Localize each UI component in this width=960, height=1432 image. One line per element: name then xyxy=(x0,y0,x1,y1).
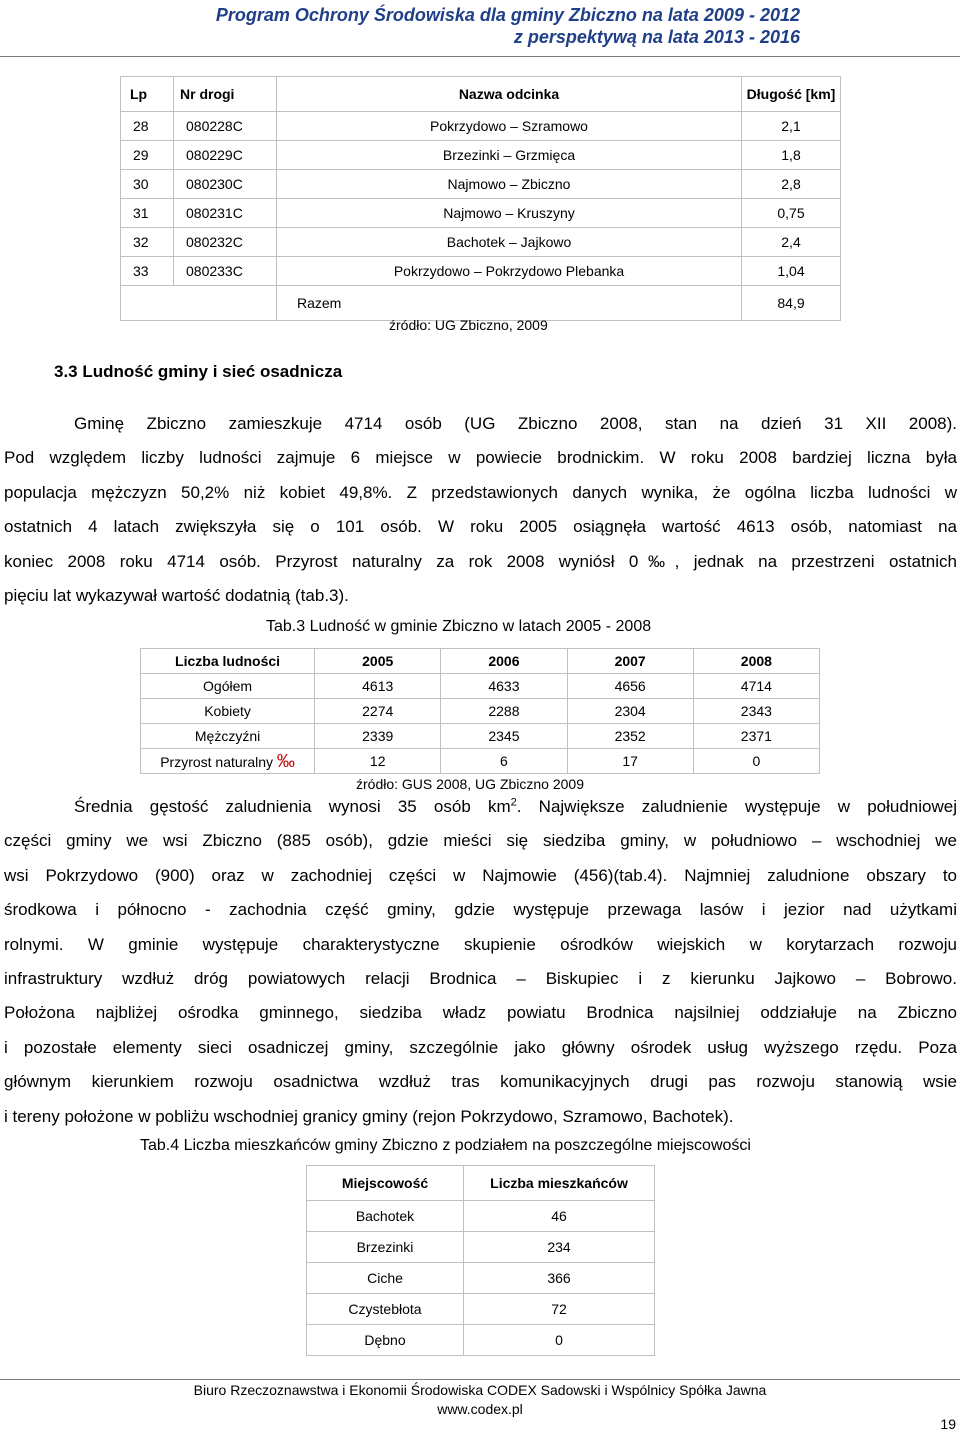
villages-cell-locality: Dębno xyxy=(307,1325,464,1356)
paragraph-line: ostatnich 4 latach zwiększyła się o 101 osób. W roku 2005 osiągnęła wartość 4613 osób, natomiast na xyxy=(4,517,957,537)
table-row xyxy=(307,1232,655,1263)
table-row xyxy=(141,699,820,724)
roads-cell-lp: 28 xyxy=(121,112,174,141)
population-row-label xyxy=(141,749,315,774)
villages-cell-inhabitants: 72 xyxy=(464,1294,655,1325)
roads-cell-number: 080228C xyxy=(174,112,277,141)
roads-cell-number: 080231C xyxy=(174,199,277,228)
roads-cell-name: Najmowo – Kruszyny xyxy=(277,199,742,228)
paragraph-line: i pozostałe elementy sieci osadniczej gminy, szczególnie jako główny ośrodek usług wyższego rzędu. Poza xyxy=(4,1037,957,1057)
paragraph-line: części gminy we wsi Zbiczno (885 osób), gdzie mieści się siedziba gminy, w południowo – wschodniej we xyxy=(4,831,957,851)
villages-cell-locality: Czystebłota xyxy=(307,1294,464,1325)
population-header-row xyxy=(141,649,820,674)
paragraph-line: pięciu lat wykazywał wartość dodatnią (tab.3). xyxy=(4,585,349,605)
table-row xyxy=(141,749,820,774)
population-header-year: 2008 xyxy=(693,649,819,674)
population-cell: 6 xyxy=(441,749,567,774)
roads-total-value: 84,9 xyxy=(742,286,841,321)
permil-symbol: ‰ xyxy=(276,750,295,771)
roads-cell-length: 0,75 xyxy=(742,199,841,228)
paragraph-density xyxy=(4,790,957,1134)
table-row xyxy=(121,199,841,228)
roads-cell-number: 080230C xyxy=(174,170,277,199)
roads-header-length: Długość [km] xyxy=(742,77,841,112)
population-row-label: Kobiety xyxy=(141,699,315,724)
roads-cell-number: 080232C xyxy=(174,228,277,257)
population-header-year: 2006 xyxy=(441,649,567,674)
density-text-b: . Największe zaludnienie występuje w południowej xyxy=(516,797,958,816)
paragraph-line: Pod względem liczby ludności zajmuje 6 miejsce w powiecie brodnickim. W roku 2008 bardziej liczna była xyxy=(4,448,957,468)
population-cell: 4633 xyxy=(441,674,567,699)
villages-cell-locality: Bachotek xyxy=(307,1201,464,1232)
table-row xyxy=(121,257,841,286)
population-cell: 4613 xyxy=(315,674,441,699)
population-cell: 2339 xyxy=(315,724,441,749)
roads-table-source: źródło: UG Zbiczno, 2009 xyxy=(389,317,548,333)
paragraph-line: rolnymi. W gminie występuje charakterystyczne skupienie ośrodków wiejskich w korytarzach rozwoju xyxy=(4,934,957,954)
villages-cell-inhabitants: 234 xyxy=(464,1232,655,1263)
roads-cell-length: 1,8 xyxy=(742,141,841,170)
roads-cell-length: 2,4 xyxy=(742,228,841,257)
section-heading: 3.3 Ludność gminy i sieć osadnicza xyxy=(54,362,343,381)
population-cell: 2345 xyxy=(441,724,567,749)
villages-header-row xyxy=(307,1166,655,1201)
paragraph-line: środkowa i północno - zachodnia część gminy, gdzie występuje przewaga lasów i jezior nad użytkami xyxy=(4,900,957,920)
population-cell: 2343 xyxy=(693,699,819,724)
roads-cell-lp: 30 xyxy=(121,170,174,199)
roads-cell-name: Najmowo – Zbiczno xyxy=(277,170,742,199)
footer-divider xyxy=(0,1379,960,1380)
roads-table xyxy=(120,76,841,321)
footer-company: Biuro Rzeczoznawstwa i Ekonomii Środowiska CODEX Sadowski i Wspólnicy Spółka Jawna xyxy=(193,1382,767,1398)
population-cell: 17 xyxy=(567,749,693,774)
population-table xyxy=(140,648,820,774)
table3-source: źródło: GUS 2008, UG Zbiczno 2009 xyxy=(356,776,585,792)
roads-total-empty xyxy=(121,286,277,321)
table-row xyxy=(307,1294,655,1325)
population-cell: 4656 xyxy=(567,674,693,699)
population-cell: 12 xyxy=(315,749,441,774)
roads-cell-name: Bachotek – Jajkowo xyxy=(277,228,742,257)
villages-table xyxy=(306,1165,655,1356)
roads-cell-name: Brzezinki – Grzmięca xyxy=(277,141,742,170)
villages-cell-inhabitants: 46 xyxy=(464,1201,655,1232)
roads-header-number: Nr drogi xyxy=(174,77,277,112)
population-cell: 2352 xyxy=(567,724,693,749)
villages-cell-locality: Brzezinki xyxy=(307,1232,464,1263)
roads-table-header-row xyxy=(121,77,841,112)
roads-cell-length: 1,04 xyxy=(742,257,841,286)
table-row xyxy=(141,724,820,749)
paragraph-line: głównym kierunkiem rozwoju osadnictwa wzdłuż tras komunikacyjnych drugi pas rozwoju stanowią wsie xyxy=(4,1072,957,1092)
roads-cell-number: 080229C xyxy=(174,141,277,170)
villages-cell-inhabitants: 366 xyxy=(464,1263,655,1294)
population-row-label: Mężczyźni xyxy=(141,724,315,749)
population-cell: 4714 xyxy=(693,674,819,699)
header-title-line1: Program Ochrony Środowiska dla gminy Zbiczno na lata 2009 - 2012 xyxy=(215,5,800,25)
villages-cell-locality: Ciche xyxy=(307,1263,464,1294)
roads-cell-lp: 33 xyxy=(121,257,174,286)
roads-cell-lp: 32 xyxy=(121,228,174,257)
villages-header-locality: Miejscowość xyxy=(307,1166,464,1201)
population-header-label: Liczba ludności xyxy=(141,649,315,674)
page-footer xyxy=(0,1381,960,1419)
paragraph-line: Gminę Zbiczno zamieszkuje 4714 osób (UG Zbiczno 2008, stan na dzień 31 XII 2008). xyxy=(74,414,957,433)
density-superscript: 2 xyxy=(510,796,517,809)
roads-cell-length: 2,8 xyxy=(742,170,841,199)
population-cell: 2288 xyxy=(441,699,567,724)
table-row xyxy=(307,1263,655,1294)
density-text-a: Średnia gęstość zaludnienia wynosi 35 osób km xyxy=(74,797,511,816)
table-row xyxy=(307,1325,655,1356)
natural-growth-label: Przyrost naturalny xyxy=(160,753,274,770)
table4-caption: Tab.4 Liczba mieszkańców gminy Zbiczno z podziałem na poszczególne miejscowości xyxy=(140,1137,751,1154)
footer-website: www.codex.pl xyxy=(437,1401,523,1417)
roads-cell-length: 2,1 xyxy=(742,112,841,141)
paragraph-line: wsi Pokrzydowo (900) oraz w zachodniej części w Najmowie (456)(tab.4). Najmniej zaludnione obszary to xyxy=(4,865,957,885)
roads-total-label: Razem xyxy=(277,286,742,321)
table-row xyxy=(141,674,820,699)
roads-cell-lp: 29 xyxy=(121,141,174,170)
paragraph-line: infrastruktury wzdłuż dróg powiatowych relacji Brodnica – Biskupiec i z kierunku Jajkowo – Bobrowo. xyxy=(4,968,957,988)
table-row xyxy=(121,141,841,170)
table3-caption: Tab.3 Ludność w gminie Zbiczno w latach 2005 - 2008 xyxy=(266,618,652,635)
paragraph-line: Położona najbliżej ośrodka gminnego, siedziba władz powiatu Brodnica najsilniej oddziałuje na Zbiczno xyxy=(4,1003,957,1023)
population-cell: 2371 xyxy=(693,724,819,749)
population-row-label: Ogółem xyxy=(141,674,315,699)
paragraph-line: i tereny położone w pobliżu wschodniej granicy gminy (rejon Pokrzydowo, Szramowo, Bachotek). xyxy=(4,1106,734,1126)
header-divider xyxy=(0,56,960,57)
roads-header-lp: Lp xyxy=(121,77,174,112)
header-title-line2: z perspektywą na lata 2013 - 2016 xyxy=(513,27,800,47)
population-cell: 2304 xyxy=(567,699,693,724)
roads-total-row xyxy=(121,286,841,321)
roads-header-name: Nazwa odcinka xyxy=(277,77,742,112)
table-row xyxy=(121,228,841,257)
roads-cell-name: Pokrzydowo – Pokrzydowo Plebanka xyxy=(277,257,742,286)
villages-header-inhabitants: Liczba mieszkańców xyxy=(464,1166,655,1201)
population-header-year: 2005 xyxy=(315,649,441,674)
population-cell: 2274 xyxy=(315,699,441,724)
villages-cell-inhabitants: 0 xyxy=(464,1325,655,1356)
population-cell: 0 xyxy=(693,749,819,774)
paragraph-line xyxy=(4,790,957,824)
roads-cell-lp: 31 xyxy=(121,199,174,228)
roads-cell-number: 080233C xyxy=(174,257,277,286)
page-number: 19 xyxy=(940,1416,956,1432)
table-row xyxy=(121,170,841,199)
paragraph-population xyxy=(4,407,957,613)
roads-cell-name: Pokrzydowo – Szramowo xyxy=(277,112,742,141)
table-row xyxy=(307,1201,655,1232)
table-row xyxy=(121,112,841,141)
page-header xyxy=(216,4,800,48)
paragraph-line: koniec 2008 roku 4714 osób. Przyrost naturalny za rok 2008 wyniósł 0‰, jednak na przestrzeni ostatnich xyxy=(4,551,957,571)
paragraph-line: populacja mężczyzn 50,2% niż kobiet 49,8%. Z przedstawionych danych wynika, że ogólna liczba ludności w xyxy=(4,482,957,502)
population-header-year: 2007 xyxy=(567,649,693,674)
